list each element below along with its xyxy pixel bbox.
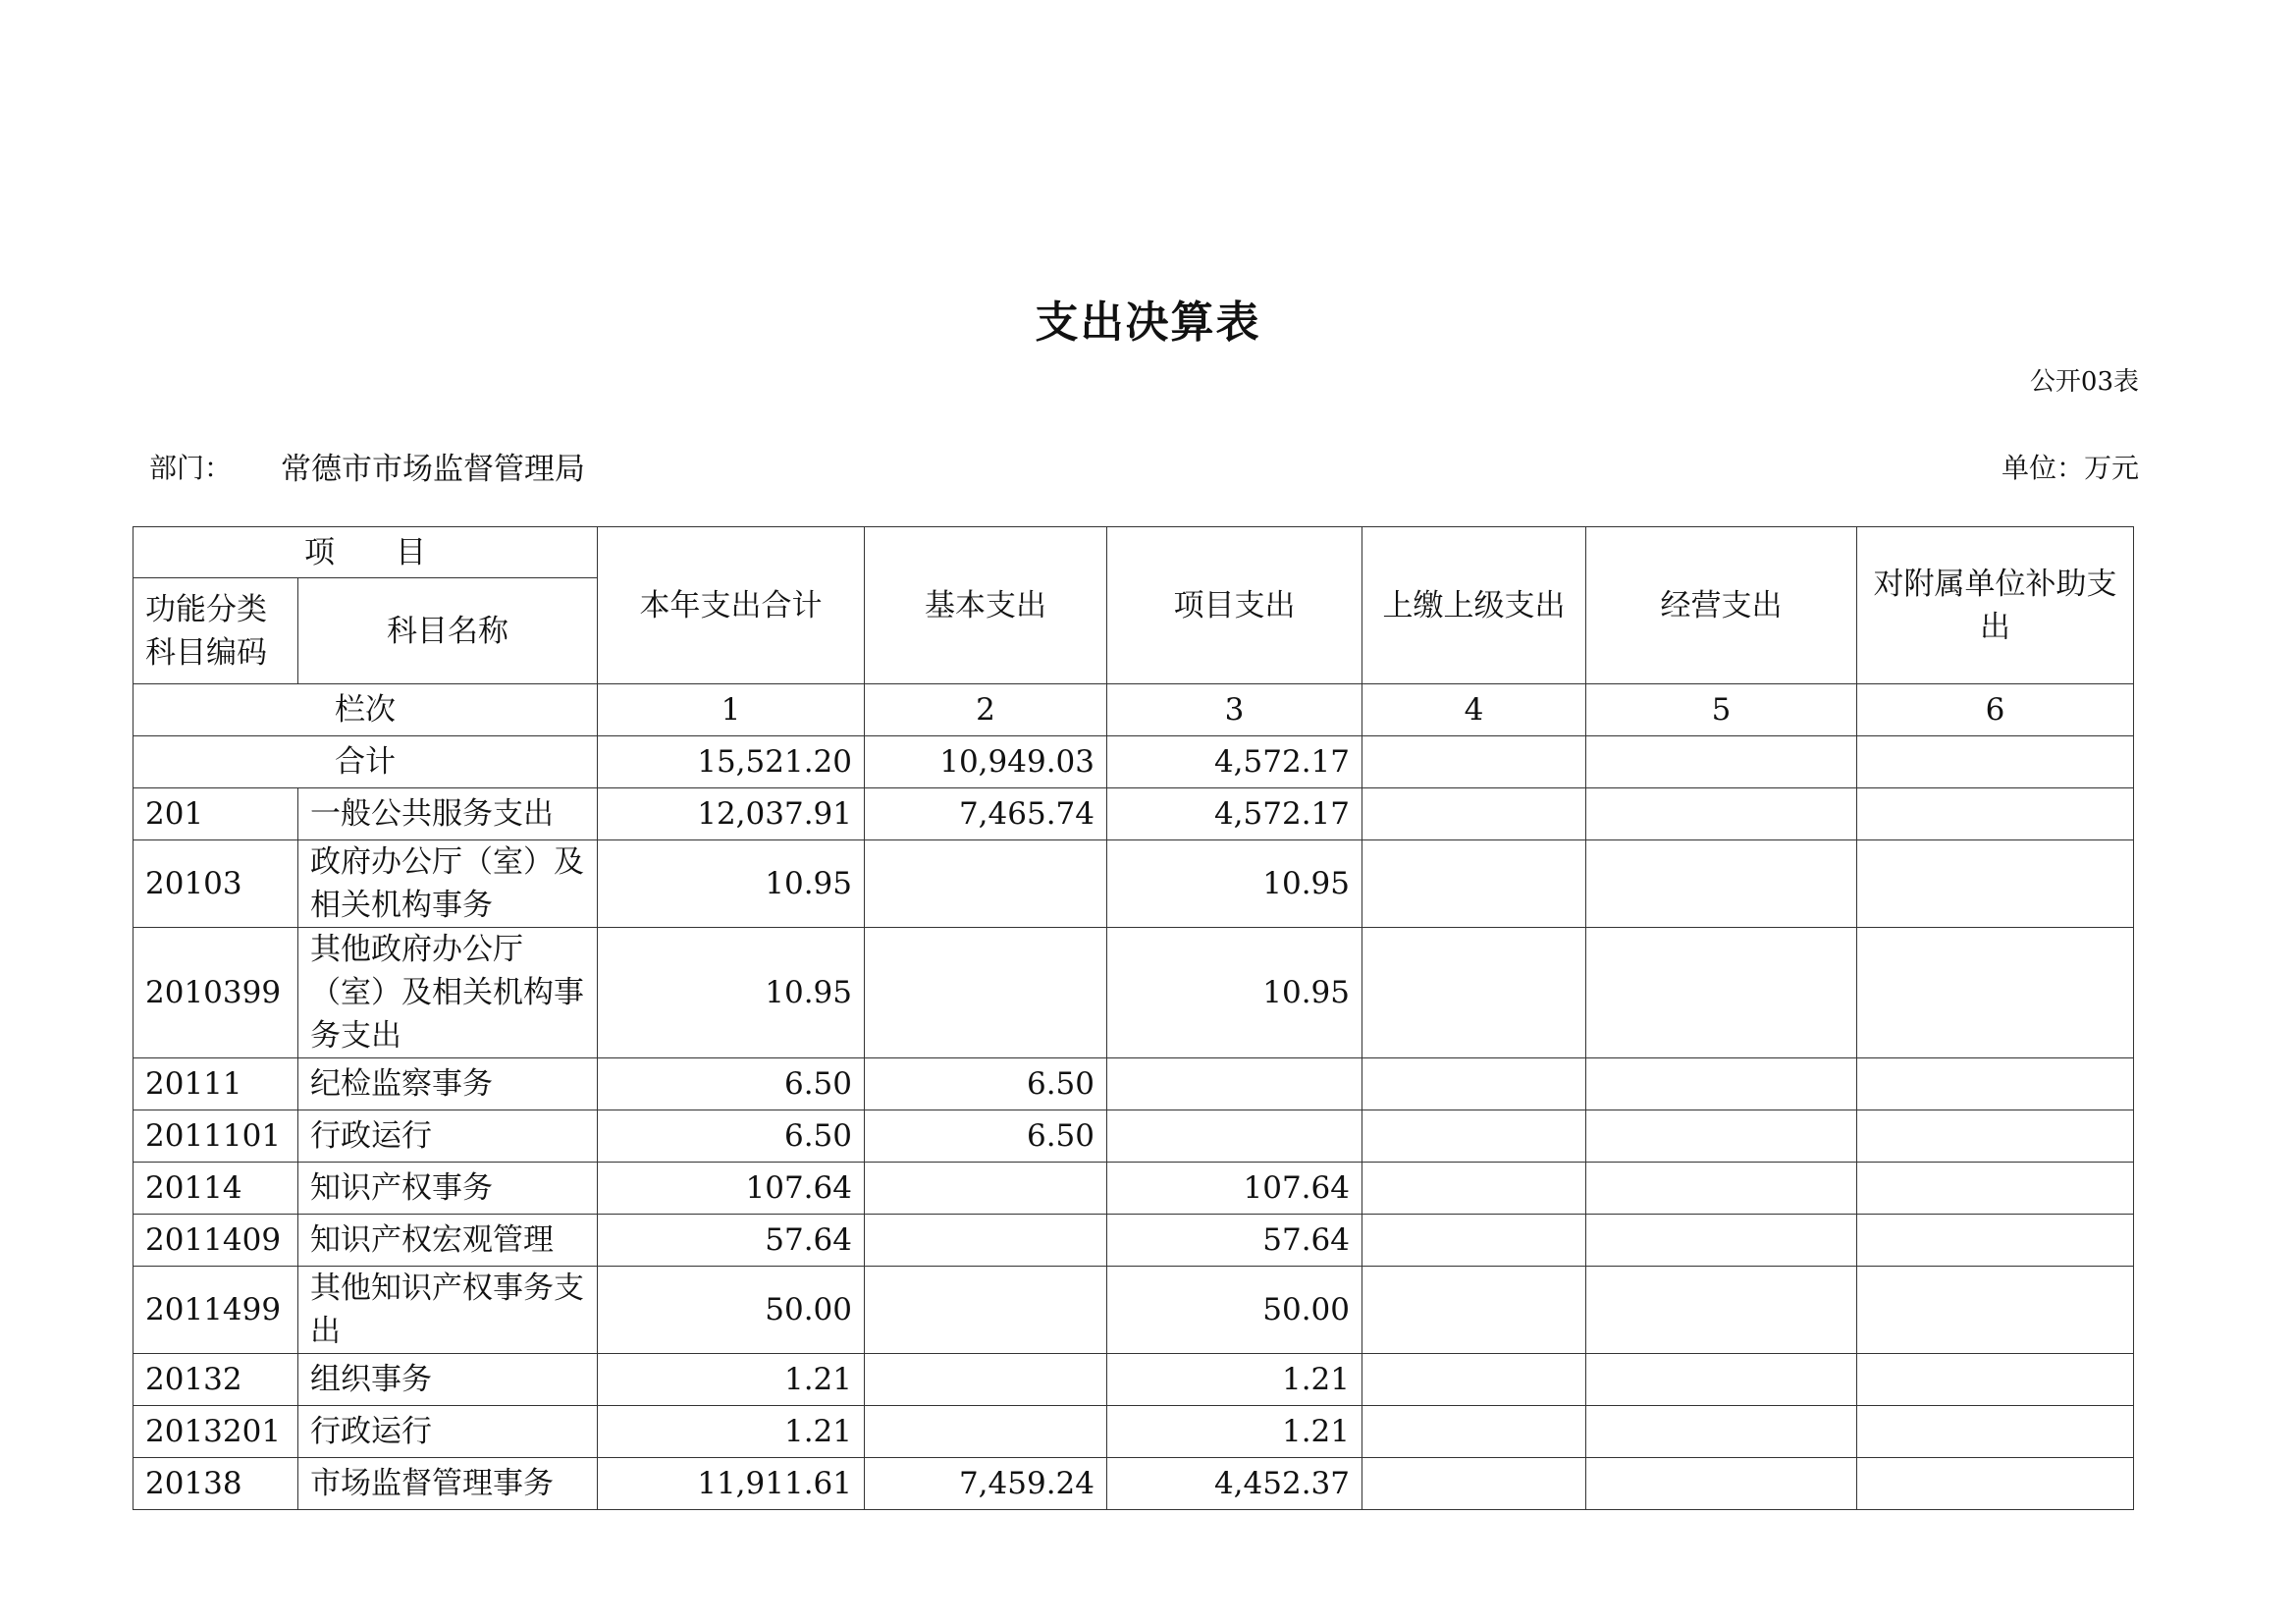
- row-c5: [1586, 1058, 1857, 1110]
- department-name: 常德市市场监督管理局: [281, 452, 585, 487]
- header-row-item: [133, 527, 2134, 578]
- col-number-5: 5: [1586, 684, 1857, 736]
- row-code: 20132: [133, 1354, 298, 1406]
- row-c1: 6.50: [598, 1110, 865, 1163]
- row-c3: 10.95: [1107, 928, 1362, 1058]
- row-name: 行政运行: [298, 1110, 598, 1163]
- row-c2: 6.50: [865, 1110, 1107, 1163]
- row-c2: 7,465.74: [865, 788, 1107, 840]
- table-row: [133, 1354, 2134, 1406]
- row-c3: 50.00: [1107, 1267, 1362, 1354]
- total-c2: 10,949.03: [865, 736, 1107, 788]
- row-c4: [1362, 1110, 1586, 1163]
- total-c4: [1362, 736, 1586, 788]
- row-c5: [1586, 928, 1857, 1058]
- expenditure-table: [133, 526, 2134, 1510]
- row-c6: [1857, 1215, 2134, 1267]
- table-row: [133, 788, 2134, 840]
- table-row: [133, 1058, 2134, 1110]
- row-c5: [1586, 840, 1857, 928]
- row-c1: 6.50: [598, 1058, 865, 1110]
- row-c4: [1362, 928, 1586, 1058]
- row-number-label: 栏次: [133, 684, 598, 736]
- row-c5: [1586, 1354, 1857, 1406]
- row-code: 20111: [133, 1058, 298, 1110]
- col-number-1: 1: [598, 684, 865, 736]
- row-c1: 11,911.61: [598, 1458, 865, 1510]
- total-c3: 4,572.17: [1107, 736, 1362, 788]
- row-c4: [1362, 1163, 1586, 1215]
- table-row: [133, 1215, 2134, 1267]
- row-c4: [1362, 1058, 1586, 1110]
- row-c2: 6.50: [865, 1058, 1107, 1110]
- row-c5: [1586, 1215, 1857, 1267]
- row-c5: [1586, 788, 1857, 840]
- row-c3: 4,452.37: [1107, 1458, 1362, 1510]
- row-c3: 4,572.17: [1107, 788, 1362, 840]
- col-number-4: 4: [1362, 684, 1586, 736]
- total-row: [133, 736, 2134, 788]
- row-c4: [1362, 1215, 1586, 1267]
- row-name: 一般公共服务支出: [298, 788, 598, 840]
- unit-label: 单位：万元: [2001, 452, 2139, 484]
- row-c1: 10.95: [598, 928, 865, 1058]
- row-c1: 57.64: [598, 1215, 865, 1267]
- header-col6: 对附属单位补助支出: [1857, 527, 2134, 684]
- header-code: 功能分类科目编码: [133, 578, 298, 684]
- table-row: [133, 1163, 2134, 1215]
- row-c1: 50.00: [598, 1267, 865, 1354]
- col-number-6: 6: [1857, 684, 2134, 736]
- row-c3: 107.64: [1107, 1163, 1362, 1215]
- row-c6: [1857, 840, 2134, 928]
- row-code: 2011499: [133, 1267, 298, 1354]
- table-row: [133, 1110, 2134, 1163]
- table-row: [133, 1458, 2134, 1510]
- row-c6: [1857, 1110, 2134, 1163]
- row-name: 行政运行: [298, 1406, 598, 1458]
- total-label: 合计: [133, 736, 598, 788]
- row-c1: 12,037.91: [598, 788, 865, 840]
- row-c4: [1362, 788, 1586, 840]
- row-c2: [865, 840, 1107, 928]
- row-name: 知识产权宏观管理: [298, 1215, 598, 1267]
- row-c3: 57.64: [1107, 1215, 1362, 1267]
- col-number-3: 3: [1107, 684, 1362, 736]
- row-c2: [865, 1406, 1107, 1458]
- row-c6: [1857, 788, 2134, 840]
- row-c6: [1857, 1458, 2134, 1510]
- row-c5: [1586, 1458, 1857, 1510]
- row-c6: [1857, 1058, 2134, 1110]
- row-c6: [1857, 1163, 2134, 1215]
- row-c6: [1857, 1354, 2134, 1406]
- row-c2: [865, 928, 1107, 1058]
- row-c6: [1857, 1267, 2134, 1354]
- row-c4: [1362, 1458, 1586, 1510]
- row-name: 市场监督管理事务: [298, 1458, 598, 1510]
- row-c2: [865, 1354, 1107, 1406]
- row-name: 其他政府办公厅（室）及相关机构事务支出: [298, 928, 598, 1058]
- header-col5: 经营支出: [1586, 527, 1857, 684]
- row-code: 2013201: [133, 1406, 298, 1458]
- col-number-2: 2: [865, 684, 1107, 736]
- row-c4: [1362, 1406, 1586, 1458]
- row-name: 组织事务: [298, 1354, 598, 1406]
- row-c6: [1857, 1406, 2134, 1458]
- row-c1: 1.21: [598, 1354, 865, 1406]
- row-c3: [1107, 1110, 1362, 1163]
- row-name: 纪检监察事务: [298, 1058, 598, 1110]
- row-c2: [865, 1215, 1107, 1267]
- row-name: 政府办公厅（室）及相关机构事务: [298, 840, 598, 928]
- total-c5: [1586, 736, 1857, 788]
- table-row: [133, 928, 2134, 1058]
- row-code: 2011409: [133, 1215, 298, 1267]
- row-name: 知识产权事务: [298, 1163, 598, 1215]
- department-label: 部门：: [149, 452, 233, 484]
- table-row: [133, 1267, 2134, 1354]
- header-col4: 上缴上级支出: [1362, 527, 1586, 684]
- row-code: 201: [133, 788, 298, 840]
- page-title: 支出决算表: [1035, 298, 1261, 348]
- header-item: 项 目: [133, 527, 598, 578]
- row-c2: [865, 1163, 1107, 1215]
- row-code: 20103: [133, 840, 298, 928]
- row-code: 20138: [133, 1458, 298, 1510]
- row-c1: 1.21: [598, 1406, 865, 1458]
- header-col2: 基本支出: [865, 527, 1107, 684]
- row-c5: [1586, 1406, 1857, 1458]
- row-c3: [1107, 1058, 1362, 1110]
- total-c1: 15,521.20: [598, 736, 865, 788]
- row-c5: [1586, 1267, 1857, 1354]
- row-name: 其他知识产权事务支出: [298, 1267, 598, 1354]
- row-c5: [1586, 1163, 1857, 1215]
- header-col3: 项目支出: [1107, 527, 1362, 684]
- row-code: 2011101: [133, 1110, 298, 1163]
- form-number: 公开03表: [2029, 367, 2139, 397]
- row-c1: 10.95: [598, 840, 865, 928]
- row-c5: [1586, 1110, 1857, 1163]
- header-col1: 本年支出合计: [598, 527, 865, 684]
- row-c4: [1362, 840, 1586, 928]
- row-number-row: [133, 684, 2134, 736]
- row-code: 20114: [133, 1163, 298, 1215]
- row-c1: 107.64: [598, 1163, 865, 1215]
- row-c4: [1362, 1354, 1586, 1406]
- row-code: 2010399: [133, 928, 298, 1058]
- row-c6: [1857, 928, 2134, 1058]
- row-c4: [1362, 1267, 1586, 1354]
- row-c2: [865, 1267, 1107, 1354]
- table-row: [133, 840, 2134, 928]
- row-c2: 7,459.24: [865, 1458, 1107, 1510]
- row-c3: 1.21: [1107, 1406, 1362, 1458]
- header-name: 科目名称: [298, 578, 598, 684]
- row-c3: 10.95: [1107, 840, 1362, 928]
- row-c3: 1.21: [1107, 1354, 1362, 1406]
- total-c6: [1857, 736, 2134, 788]
- table-row: [133, 1406, 2134, 1458]
